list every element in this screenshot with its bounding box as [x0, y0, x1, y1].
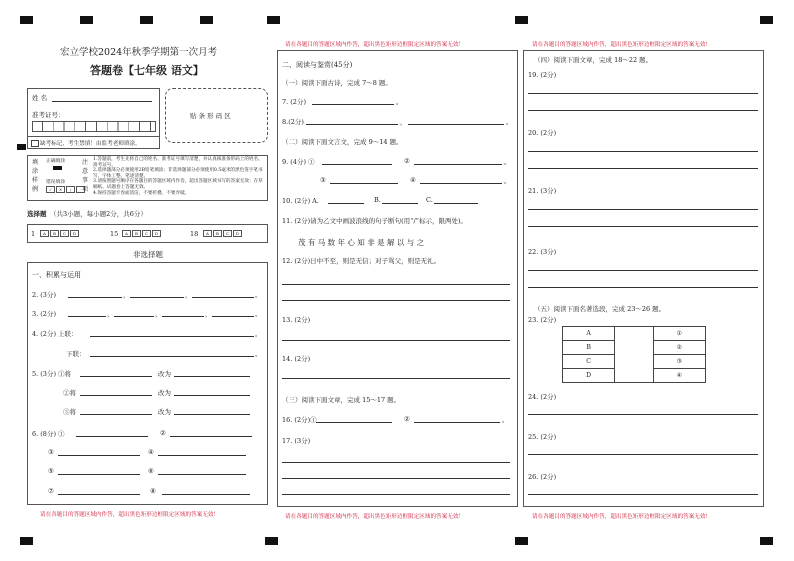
q6-answer-5[interactable] — [58, 474, 140, 475]
match-left: B — [563, 341, 615, 355]
q16-2-label: ② — [404, 415, 410, 423]
timing-mark — [80, 16, 93, 24]
punct: 。 — [255, 350, 262, 358]
match-right: ③ — [653, 355, 705, 369]
q25-label: 25. (2分) — [528, 433, 557, 441]
q5-answer-1a[interactable] — [80, 376, 152, 377]
absent-label: 缺考标记，考生禁填！由监考老师填涂。 — [40, 141, 141, 147]
punct: ， — [205, 310, 212, 318]
timing-mark — [267, 16, 280, 24]
q8-answer-1[interactable] — [306, 124, 398, 125]
q17-answer-line[interactable] — [282, 462, 510, 463]
punct: 。 — [255, 310, 262, 318]
q5-2-label: ②将 — [63, 389, 76, 397]
q6-5-label: ⑤ — [48, 467, 54, 475]
q23-label: 23. (2分) — [528, 316, 557, 324]
punct: ， — [400, 118, 407, 126]
school-title: 宏立学校2024年秋季学期第一次月考 — [60, 47, 218, 58]
q24-answer-line[interactable] — [528, 414, 758, 415]
q12-label: 12. (2分)日中不至，则是无信；对子骂父，则是无礼。 — [282, 257, 441, 265]
divider — [27, 136, 160, 137]
match-right: ① — [653, 327, 705, 341]
q10-answer-a[interactable] — [328, 203, 364, 204]
q3-label: 3. (2分) — [32, 310, 56, 318]
q17-answer-line[interactable] — [282, 478, 510, 479]
match-left: A — [563, 327, 615, 341]
change-to: 改为 — [158, 389, 171, 397]
match-right: ④ — [653, 369, 705, 383]
q5-answer-2a[interactable] — [80, 395, 152, 396]
q6-answer-2[interactable] — [170, 436, 252, 437]
punct: 。 — [255, 330, 262, 338]
punct: ， — [107, 310, 114, 318]
q6-2-label: ② — [160, 429, 166, 437]
timing-mark — [515, 537, 528, 545]
q4-second-label: 下联： — [66, 350, 86, 358]
matching-table — [562, 326, 706, 383]
q8-label: 8.(2分) — [282, 118, 304, 126]
name-field[interactable] — [52, 101, 152, 102]
q25-answer-line[interactable] — [528, 454, 758, 455]
q6-answer-1[interactable] — [76, 436, 148, 437]
q3-answer-4[interactable] — [212, 316, 254, 317]
q26-answer-line[interactable] — [528, 494, 758, 495]
red-notice: 请在各题目的答题区域内作答，超出黑色矩形边框限定区域的答案无效！ — [532, 42, 712, 48]
q16-answer-2[interactable] — [414, 422, 500, 423]
barcode-label: 贴 条 形 码 区 — [190, 112, 231, 120]
q9-answer-2[interactable] — [414, 164, 502, 165]
q6-6-label: ⑥ — [148, 467, 154, 475]
absent-checkbox[interactable] — [31, 140, 39, 147]
match-area[interactable] — [615, 327, 653, 383]
q11-label: 11. (2分)请为乙文中画波浪线的句子断句(用“/”标示，限两处)。 — [282, 217, 468, 225]
sub3-title: （三）阅读下面文章，完成 15～17 题。 — [282, 396, 401, 404]
punct: 。 — [255, 291, 262, 299]
q20-answer-line[interactable] — [528, 168, 758, 169]
q22-answer-line[interactable] — [528, 287, 758, 288]
exam-no-cells — [32, 121, 156, 132]
q6-8-label: ⑧ — [150, 487, 156, 495]
q21-label: 21. (3分) — [528, 187, 557, 195]
page-title: 答题卷【七年级 语文】 — [90, 64, 204, 77]
q9-answer-1[interactable] — [322, 164, 392, 165]
q5-answer-3a[interactable] — [80, 414, 152, 415]
timing-mark — [20, 537, 33, 545]
timing-mark — [140, 16, 153, 24]
q6-answer-7[interactable] — [58, 494, 140, 495]
timing-mark — [760, 537, 773, 545]
q14-label: 14. (2分) — [282, 355, 311, 363]
notes-list — [93, 157, 265, 196]
q2-label: 2. (3分) — [32, 291, 56, 299]
q7-label: 7. (2分) — [282, 98, 306, 106]
punct: 。 — [502, 416, 509, 424]
q12-answer-line[interactable] — [282, 300, 510, 301]
q2-answer-3[interactable] — [192, 297, 254, 298]
q21-answer-line[interactable] — [528, 209, 758, 210]
q14-answer-line[interactable] — [282, 378, 510, 379]
timing-mark — [515, 16, 528, 24]
timing-mark — [760, 16, 773, 24]
change-to: 改为 — [158, 370, 171, 378]
q5-3-label: ③将 — [63, 408, 76, 416]
sub2-title: （二）阅读下面文言文，完成 9～14 题。 — [282, 138, 403, 146]
correct-fill-label: 正确填涂 — [46, 159, 66, 164]
punct: ， — [123, 291, 130, 299]
timing-mark — [265, 537, 278, 545]
q19-answer-line[interactable] — [528, 110, 758, 111]
exam-no-label: 准考证号： — [32, 111, 65, 119]
name-label: 姓 名 — [32, 94, 48, 102]
q9-4-label: ④ — [410, 176, 416, 184]
q9-answer-3[interactable] — [330, 183, 398, 184]
q19-label: 19. (2分) — [528, 71, 557, 79]
q5-label: 5. (3分) ①将 — [32, 370, 72, 378]
q5-answer-3b[interactable] — [174, 414, 250, 415]
q24-label: 24. (2分) — [528, 393, 557, 401]
notes-label: 注 意 事 项 — [82, 159, 89, 193]
sub5-title: （五）阅读下面名著选段，完成 23～26 题。 — [534, 305, 666, 313]
choice-info: （共3小题，每小题2分，共6分） — [50, 210, 147, 218]
q21-answer-line[interactable] — [528, 226, 758, 227]
timing-mark — [20, 16, 33, 24]
q20-label: 20. (2分) — [528, 129, 557, 137]
q26-label: 26. (2分) — [528, 473, 557, 481]
red-notice: 请在各题目的答题区域内作答，超出黑色矩形边框限定区域的答案无效！ — [532, 514, 712, 520]
q13-answer-line[interactable] — [282, 340, 510, 341]
q3-answer-2[interactable] — [114, 316, 154, 317]
q9-2-label: ② — [404, 157, 410, 165]
choice-q-number: 1 — [31, 230, 36, 238]
wrong-fill-samples: ✓ ✕ / · — [46, 186, 86, 193]
q4-label: 4. (2分) 上联： — [32, 330, 78, 338]
note-item: 3.请按照题号顺序在各题目的答题区域内作答，超出答题区域书写的答案无效；在草稿纸、试题卷上答题无效。 — [93, 179, 263, 190]
q20-answer-line[interactable] — [528, 151, 758, 152]
fill-sample-label: 填 涂 样 例 — [32, 159, 39, 193]
match-right: ② — [653, 341, 705, 355]
sub1-title: （一）阅读下面古诗，完成 7～8 题。 — [282, 79, 392, 87]
punct: 。 — [504, 177, 511, 185]
q9-label: 9. (4分) ① — [282, 158, 315, 166]
choice-q-number: 18 — [190, 230, 199, 238]
q6-answer-4[interactable] — [158, 455, 246, 456]
q19-answer-line[interactable] — [528, 93, 758, 94]
q6-4-label: ④ — [148, 448, 154, 456]
choice-q-number: 15 — [110, 230, 119, 238]
q10-b-label: B. — [374, 196, 381, 204]
red-notice: 请在各题目的答题区域内作答，超出黑色矩形边框限定区域的答案无效！ — [285, 514, 465, 520]
q9-3-label: ③ — [320, 176, 326, 184]
q6-7-label: ⑦ — [48, 487, 54, 495]
q9-answer-4[interactable] — [420, 183, 502, 184]
choice-options-1[interactable]: A B C D — [40, 229, 80, 237]
q6-3-label: ③ — [48, 448, 54, 456]
q5-answer-1b[interactable] — [174, 376, 250, 377]
punct: 。 — [396, 98, 403, 106]
q7-answer[interactable] — [312, 104, 394, 105]
non-choice-title: 非选择题 — [133, 250, 163, 259]
section-1-title: 一、积累与运用 — [32, 271, 81, 279]
red-notice: 请在各题目的答题区域内作答，超出黑色矩形边框限定区域的答案无效！ — [40, 512, 220, 518]
q10-answer-c[interactable] — [434, 203, 478, 204]
q11-passage: 茂 有 马 数 年 心 知 非 是 解 以 与 之 — [298, 238, 425, 247]
q6-answer-6[interactable] — [158, 474, 246, 475]
timing-mark — [200, 16, 213, 24]
wrong-fill-label: 错误填涂 — [46, 180, 66, 185]
choice-options-15[interactable]: A B C D — [122, 229, 162, 237]
q2-answer-2[interactable] — [130, 297, 184, 298]
note-item: 2.选择题部分必须使用2B铅笔填涂；非选择题部分必须使用0.5毫米的黑色签字笔书写，字体工整、笔迹清楚。 — [93, 168, 263, 179]
sub4-title: （四）阅读下面文章，完成 18～22 题。 — [534, 56, 653, 64]
note-item: 4.保持答题卡卷面清洁，不要折叠、不要弄破。 — [93, 190, 190, 196]
change-to: 改为 — [158, 408, 171, 416]
q6-answer-8[interactable] — [162, 494, 250, 495]
choice-title: 选择题 — [27, 210, 47, 218]
timing-mark — [17, 144, 26, 150]
q10-c-label: C. — [426, 196, 433, 204]
match-left: C — [563, 355, 615, 369]
q8-answer-2[interactable] — [408, 124, 504, 125]
q16-answer-1[interactable] — [316, 422, 392, 423]
punct: 。 — [506, 118, 513, 126]
q3-answer-1[interactable] — [68, 316, 106, 317]
table-row — [563, 327, 706, 341]
q10-answer-b[interactable] — [382, 203, 418, 204]
q22-answer-line[interactable] — [528, 270, 758, 271]
q12-answer-line[interactable] — [282, 284, 510, 285]
q17-answer-line[interactable] — [282, 494, 510, 495]
q6-answer-3[interactable] — [58, 455, 140, 456]
q2-answer-1[interactable] — [68, 297, 122, 298]
reading-box — [277, 50, 518, 507]
q4-answer-2[interactable] — [90, 356, 254, 357]
q4-answer-1[interactable] — [90, 336, 254, 337]
q3-answer-3[interactable] — [162, 316, 204, 317]
match-left: D — [563, 369, 615, 383]
punct: ， — [155, 310, 162, 318]
reading-box-2 — [523, 50, 764, 507]
q16-label: 16. (2分)① — [282, 416, 317, 424]
choice-options-18[interactable]: A B C D — [203, 229, 243, 237]
q22-label: 22. (3分) — [528, 248, 557, 256]
note-item: 1.答题前，考生先将自己的姓名、准考证号填写清楚，并认真核准条形码上的姓名、准考证号。 — [93, 157, 263, 168]
correct-fill-sample — [53, 166, 62, 170]
red-notice: 请在各题目的答题区域内作答，超出黑色矩形边框限定区域的答案无效！ — [285, 42, 465, 48]
punct: 。 — [504, 158, 511, 166]
q13-label: 13. (2分) — [282, 316, 311, 324]
q5-answer-2b[interactable] — [174, 395, 250, 396]
q10-label: 10. (2分) A. — [282, 197, 319, 205]
q17-label: 17. (3分) — [282, 437, 311, 445]
q6-label: 6. (8分) ① — [32, 430, 65, 438]
punct: ， — [185, 291, 192, 299]
section-2-title: 二、阅读与鉴赏(45分) — [282, 61, 353, 69]
